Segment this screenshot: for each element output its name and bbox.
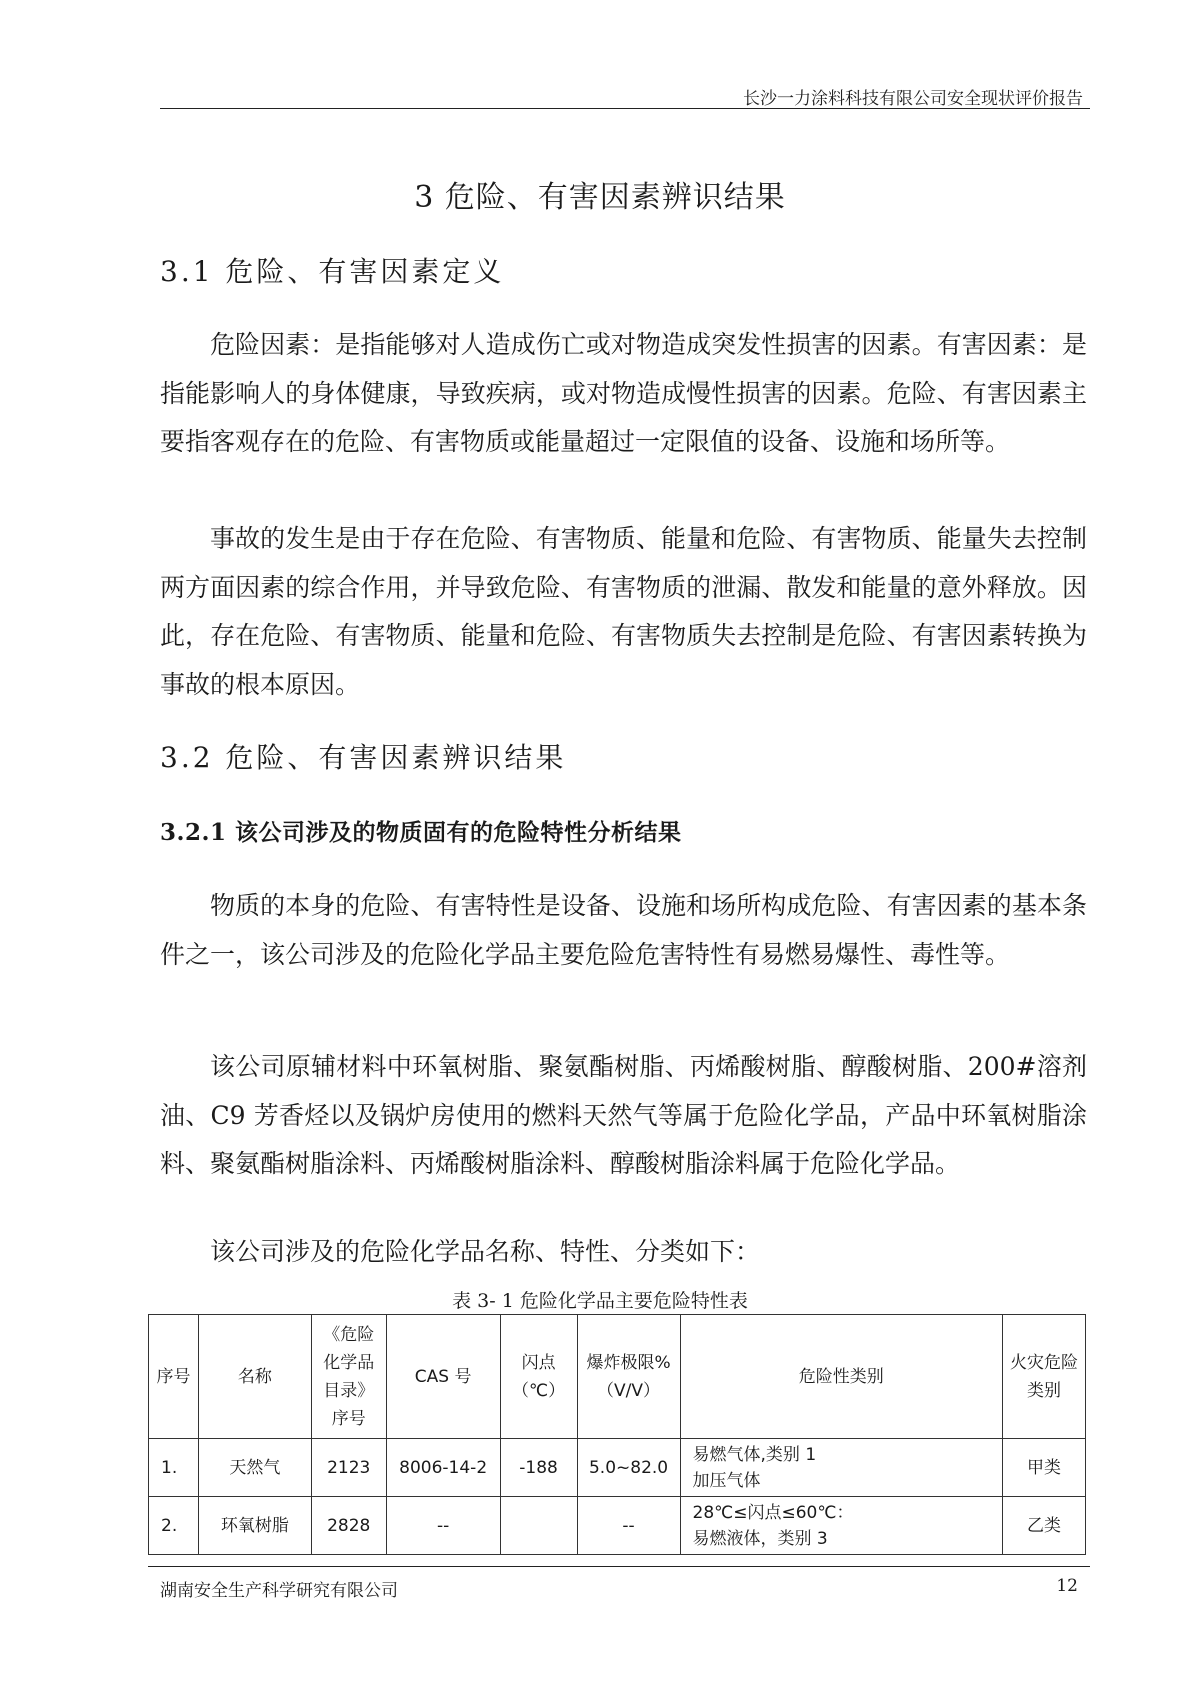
- section-3-2-paragraph-1: 物质的本身的危险、有害特性是设备、设施和场所构成危险、有害因素的基本条件之一，该公司涉及的危险化学品主要危险危害特性有易燃易爆性、毒性等。: [160, 891, 1087, 969]
- section-3-1-title: 3.1 危险、有害因素定义: [160, 255, 505, 288]
- header-catalog: 《危险化学品目录》序号: [311, 1315, 386, 1439]
- table-row: [149, 1497, 1086, 1555]
- cell-cas: --: [386, 1497, 500, 1555]
- cell-explosion-limit: --: [577, 1497, 680, 1555]
- cell-hazard-class: [680, 1497, 1003, 1555]
- cell-flash-point: [500, 1497, 577, 1555]
- page-number: 12: [1056, 1576, 1078, 1596]
- cell-seq: 1.: [149, 1439, 199, 1497]
- header-cas: CAS 号: [386, 1315, 500, 1439]
- hazard-line-1: 28℃≤闪点≤60℃：: [692, 1502, 854, 1523]
- cell-hazard-class: [680, 1439, 1003, 1497]
- cell-cas: 8006-14-2: [386, 1439, 500, 1497]
- cell-name: 天然气: [198, 1439, 311, 1497]
- cell-fire-class: 乙类: [1003, 1497, 1086, 1555]
- running-header: 长沙一力涂料科技有限公司安全现状评价报告: [743, 89, 1083, 109]
- table-row: [149, 1439, 1086, 1497]
- section-3-1-paragraph-2: 事故的发生是由于存在危险、有害物质、能量和危险、有害物质、能量失去控制两方面因素的综合作用，并导致危险、有害物质的泄漏、散发和能量的意外释放。因此，存在危险、有害物质、能量和危险、有害物质失去控制是危险、有害因素转换为事故的根本原因。: [160, 524, 1087, 699]
- hazard-line-2: 易燃液体，类别 3: [692, 1528, 828, 1549]
- hazard-line-2: 加压气体: [692, 1470, 761, 1491]
- table-header-row: [149, 1315, 1086, 1439]
- header-hazard-class: 危险性类别: [680, 1315, 1003, 1439]
- hazardous-chemicals-table: [148, 1314, 1086, 1555]
- chapter-title: 3 危险、有害因素辨识结果: [414, 180, 786, 215]
- section-3-2-title: 3.2 危险、有害因素辨识结果: [160, 741, 567, 774]
- section-3-2-paragraph-2: 该公司原辅材料中环氧树脂、聚氨酯树脂、丙烯酸树脂、醇酸树脂、200#溶剂油、C9 芳香烃以及锅炉房使用的燃料天然气等属于危险化学品，产品中环氧树脂涂料、聚氨酯树脂涂料、丙烯酸树脂涂料、醇酸树脂涂料属于危险化学品。: [160, 1052, 1087, 1178]
- section-3-2-1-title: 3.2.1 该公司涉及的物质固有的危险特性分析结果: [160, 819, 682, 846]
- cell-explosion-limit: 5.0~82.0: [577, 1439, 680, 1497]
- header-fire-class: 火灾危险类别: [1003, 1315, 1086, 1439]
- header-flash-point: 闪点（℃）: [500, 1315, 577, 1439]
- header-seq: 序号: [149, 1315, 199, 1439]
- footer-rule: [148, 1566, 1090, 1567]
- table-caption: 表 3- 1 危险化学品主要危险特性表: [452, 1290, 748, 1312]
- cell-fire-class: 甲类: [1003, 1439, 1086, 1497]
- header-name: 名称: [198, 1315, 311, 1439]
- cell-catalog: 2828: [311, 1497, 386, 1555]
- cell-flash-point: -188: [500, 1439, 577, 1497]
- section-3-1-paragraph-1: 危险因素：是指能够对人造成伤亡或对物造成突发性损害的因素。有害因素：是指能影响人的身体健康，导致疾病，或对物造成慢性损害的因素。危险、有害因素主要指客观存在的危险、有害物质或能量超过一定限值的设备、设施和场所等。: [160, 330, 1087, 456]
- footer-company: 湖南安全生产科学研究有限公司: [160, 1581, 398, 1601]
- cell-seq: 2.: [149, 1497, 199, 1555]
- cell-catalog: 2123: [311, 1439, 386, 1497]
- cell-name: 环氧树脂: [198, 1497, 311, 1555]
- hazard-line-1: 易燃气体,类别 1: [692, 1444, 817, 1465]
- section-3-2-paragraph-3: 该公司涉及的危险化学品名称、特性、分类如下：: [210, 1237, 761, 1266]
- header-rule: [160, 108, 1090, 109]
- header-explosion-limit: 爆炸极限%（V/V）: [577, 1315, 680, 1439]
